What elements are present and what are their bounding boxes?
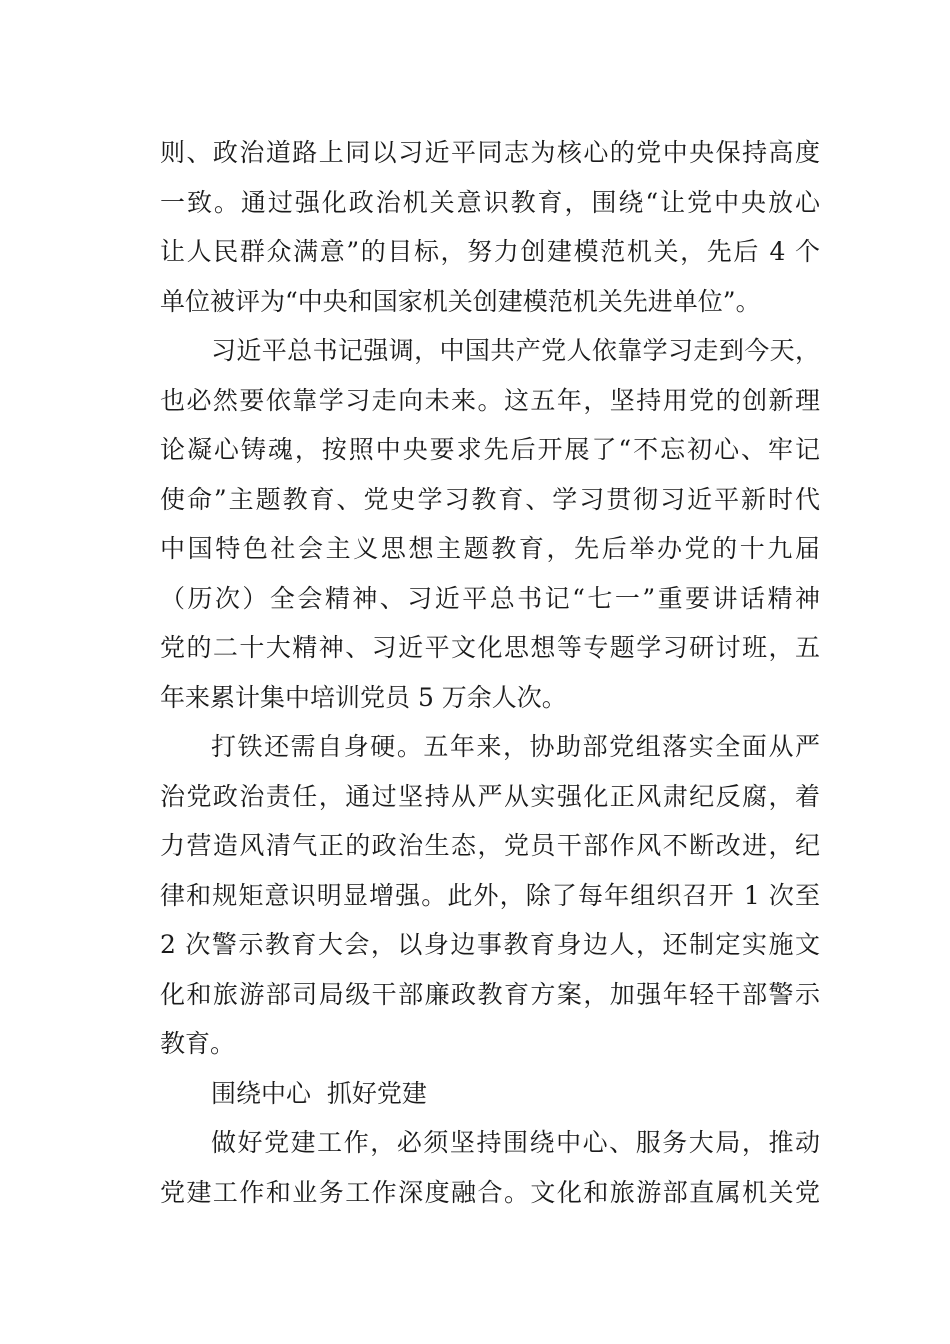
paragraph-line: 治党政治责任，通过坚持从严从实强化正风肃纪反腐，着 <box>160 781 820 811</box>
paragraph-line: 中国特色社会主义思想主题教育，先后举办党的十九届 <box>160 534 820 563</box>
paragraph-line: 让人民群众满意”的目标，努力创建模范机关，先后 4 个 <box>160 237 820 266</box>
document-body <box>160 128 820 1217</box>
section-heading: 围绕中心 抓好党建 <box>211 1078 427 1108</box>
paragraph-line: 则、政治道路上同以习近平同志为核心的党中央保持高度 <box>160 138 820 167</box>
paragraph-line: 化和旅游部司局级干部廉政教育方案，加强年轻干部警示 <box>160 979 820 1009</box>
paragraph-line: 单位被评为“中央和国家机关创建模范机关先进单位”。 <box>160 286 761 316</box>
paragraph-3 <box>160 722 820 1069</box>
paragraph-line: 习近平总书记强调，中国共产党人依靠学习走到今天， <box>211 336 820 365</box>
paragraph-line: 论凝心铸魂，按照中央要求先后开展了“不忘初心、牢记 <box>160 435 820 464</box>
paragraph-line: 打铁还需自身硬。五年来，协助部党组落实全面从严 <box>211 732 820 761</box>
paragraph-line: （历次）全会精神、习近平总书记“七一”重要讲话精神 <box>160 583 820 613</box>
paragraph-line: 律和规矩意识明显增强。此外，除了每年组织召开 1 次至 <box>160 880 820 910</box>
paragraph-line: 教育。 <box>160 1029 236 1058</box>
paragraph-line: 党的二十大精神、习近平文化思想等专题学习研讨班，五 <box>160 633 820 662</box>
paragraph-line: 力营造风清气正的政治生态，党员干部作风不断改进，纪 <box>160 831 820 860</box>
paragraph-line: 做好党建工作，必须坚持围绕中心、服务大局，推动 <box>211 1128 820 1157</box>
paragraph-line: 也必然要依靠学习走向未来。这五年，坚持用党的创新理 <box>160 385 820 415</box>
paragraph-2 <box>160 326 820 722</box>
paragraph-4 <box>160 1118 820 1217</box>
paragraph-line: 使命”主题教育、党史学习教育、学习贯彻习近平新时代 <box>160 484 820 514</box>
paragraph-line: 党建工作和业务工作深度融合。文化和旅游部直属机关党 <box>160 1177 820 1207</box>
paragraph-1 <box>160 128 820 326</box>
paragraph-line: 一致。通过强化政治机关意识教育，围绕“让党中央放心 <box>160 187 820 217</box>
paragraph-line: 2 次警示教育大会，以身边事教育身边人，还制定实施文 <box>160 930 820 959</box>
paragraph-line: 年来累计集中培训党员 5 万余人次。 <box>160 682 567 712</box>
